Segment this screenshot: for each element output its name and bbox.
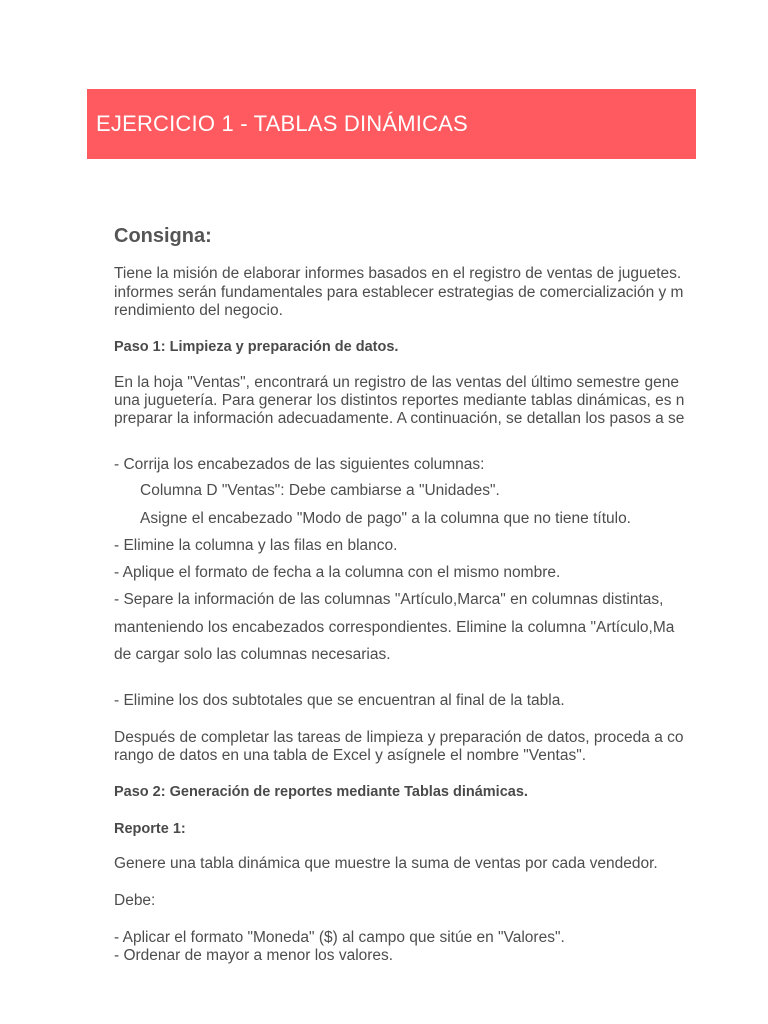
reporte1-description: Genere una tabla dinámica que muestre la suma de ventas por cada vendedor. xyxy=(114,855,658,872)
paso1-intro-line-1: En la hoja "Ventas", encontrará un registro de las ventas del último semestre gene xyxy=(114,374,680,391)
paso1-intro-line-3: preparar la información adecuadamente. A continuación, se detallan los pasos a se xyxy=(114,410,685,427)
reporte1-item-1: - Aplicar el formato "Moneda" ($) al campo que sitúe en "Valores". xyxy=(114,929,565,946)
document-body xyxy=(114,0,696,964)
paso1-item-7: manteniendo los encabezados correspondientes. Elimine la columna "Artículo,Ma xyxy=(114,619,675,636)
paso1-closing-line-2: rango de datos en una tabla de Excel y asígnele el nombre "Ventas". xyxy=(114,747,587,764)
consigna-heading: Consigna: xyxy=(114,225,212,247)
consigna-intro-line-3: rendimiento del negocio. xyxy=(114,302,283,319)
reporte1-heading: Reporte 1: xyxy=(114,821,186,837)
reporte1-debe: Debe: xyxy=(114,892,156,909)
consigna-intro-line-2: informes serán fundamentales para establecer estrategias de comercialización y m xyxy=(114,284,684,301)
paso1-item-1: - Corrija los encabezados de las siguientes columnas: xyxy=(114,456,485,473)
paso1-item-8: de cargar solo las columnas necesarias. xyxy=(114,646,391,663)
reporte1-item-2: - Ordenar de mayor a menor los valores. xyxy=(114,947,394,964)
consigna-intro-line-1: Tiene la misión de elaborar informes basados en el registro de ventas de juguetes. xyxy=(114,265,682,282)
paso2-heading: Paso 2: Generación de reportes mediante Tablas dinámicas. xyxy=(114,784,528,800)
paso1-closing-line-1: Después de completar las tareas de limpieza y preparación de datos, proceda a co xyxy=(114,729,684,746)
paso1-item-2: Columna D "Ventas": Debe cambiarse a "Unidades". xyxy=(140,482,500,499)
exercise-title: EJERCICIO 1 - TABLAS DINÁMICAS xyxy=(96,111,468,136)
paso1-heading: Paso 1: Limpieza y preparación de datos. xyxy=(114,339,399,355)
paso1-item-4: - Elimine la columna y las filas en blanco. xyxy=(114,537,398,554)
paso1-item-6: - Separe la información de las columnas "Artículo,Marca" en columnas distintas, xyxy=(114,591,664,608)
paso1-item-5: - Aplique el formato de fecha a la columna con el mismo nombre. xyxy=(114,564,561,581)
paso1-intro-line-2: una juguetería. Para generar los distintos reportes mediante tablas dinámicas, es n xyxy=(114,392,685,409)
paso1-item-3: Asigne el encabezado "Modo de pago" a la columna que no tiene título. xyxy=(140,510,631,527)
paso1-item-9: - Elimine los dos subtotales que se encuentran al final de la tabla. xyxy=(114,692,565,709)
